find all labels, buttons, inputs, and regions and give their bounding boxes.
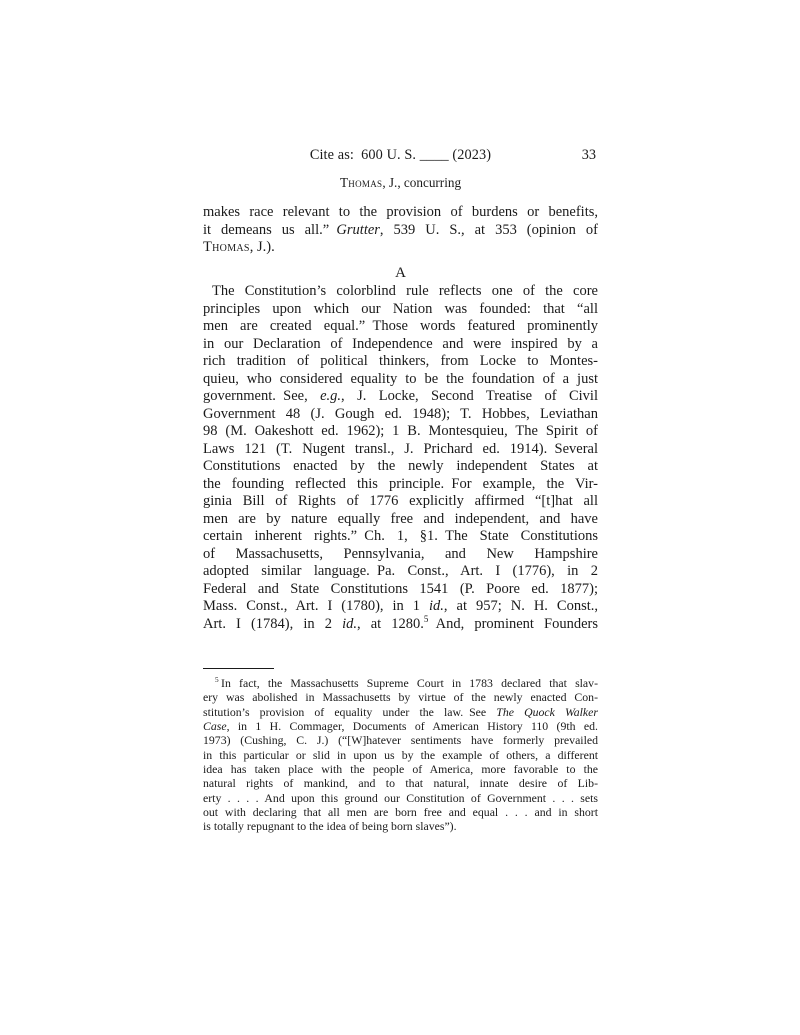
text-line: Constitutions enacted by the newly independent States at	[203, 458, 598, 474]
text-line: Federal and State Constitutions 1541 (P. Poore ed. 1877);	[203, 580, 598, 597]
text-line: ery was abolished in Massachusetts by virtue of the newly enacted Con-	[203, 690, 598, 705]
text-line: Art. I (1784), in 2 id., at 1280.$^5$ And, prominent Founders	[203, 613, 598, 632]
text-line: out with declaring that all men are born free and equal . . . and in short	[203, 805, 598, 820]
text-line: in this particular or slid in upon us by the example of others, a different	[203, 747, 598, 762]
text-line: stitution’s provision of equality under the law. See The Quock Walker	[203, 704, 598, 719]
text-line: rich tradition of political thinkers, from Locke to Montes-	[203, 353, 598, 369]
text-line: adopted similar language. Pa. Const., Art. I (1776), in 2	[203, 563, 598, 579]
text-line: Case, in 1 H. Commager, Documents of American History 110 (9th ed.	[203, 719, 598, 734]
text-line: 1973) (Cushing, C. J.) (“[W]hatever sentiments have formerly prevailed	[203, 733, 598, 748]
text-line: erty . . . . And upon this ground our Constitution of Government . . . sets	[203, 790, 598, 805]
footnote-5	[203, 676, 598, 834]
section-heading: A	[395, 265, 406, 281]
text-line: 98 (M. Oakeshott ed. 1962); 1 B. Montesquieu, The Spirit of	[203, 423, 598, 439]
paragraph-main	[203, 283, 598, 633]
page-number: 33	[581, 147, 596, 163]
text-line: idea has taken place with the people of America, more favorable to the	[203, 762, 598, 777]
text-line: principles upon which our Nation was founded: that “all	[203, 300, 598, 317]
text-line: natural rights of mankind, and to that natural, innate desire of Lib-	[203, 776, 598, 791]
cite-line: Cite as: 600 U. S. ____ (2023)	[309, 147, 492, 163]
footnote-separator-rule	[203, 668, 274, 669]
text-line: quieu, who considered equality to be the foundation of a just	[203, 370, 598, 387]
text-line: Mass. Const., Art. I (1780), in 1 id., at 957; N. H. Const.,	[203, 598, 598, 614]
text-line: men are created equal.” Those words featured prominently	[203, 318, 598, 334]
text-line: the founding reflected this principle. For example, the Vir-	[203, 475, 598, 492]
page-header	[203, 146, 598, 165]
running-head: Thomas, J., concurring	[339, 175, 462, 190]
text-line: men are by nature equally free and independent, and have	[203, 510, 598, 527]
paragraph-continuation	[203, 204, 598, 257]
text-line: The Constitution’s colorblind rule reflects one of the core	[212, 283, 598, 299]
text-line: $^5$ In fact, the Massachusetts Supreme Court in 1783 declared that slav-	[215, 675, 598, 690]
text-line: Thomas, J.).	[203, 239, 275, 255]
text-line: Government 48 (J. Gough ed. 1948); T. Hobbes, Leviathan	[203, 405, 598, 422]
text-line: Laws 121 (T. Nugent transl., J. Prichard ed. 1914). Several	[203, 440, 598, 457]
text-line: in our Declaration of Independence and were inspired by a	[203, 335, 598, 352]
text-line: is totally repugnant to the idea of being born slaves”).	[203, 819, 457, 834]
text-line: makes race relevant to the provision of burdens or benefits,	[203, 204, 598, 220]
text-line: certain inherent rights.” Ch. 1, §1. The State Constitutions	[203, 528, 598, 544]
text-line: of Massachusetts, Pennsylvania, and New Hampshire	[203, 545, 598, 562]
text-line: government. See, e.g., J. Locke, Second Treatise of Civil	[203, 388, 598, 404]
text-line: ginia Bill of Rights of 1776 explicitly affirmed “[t]hat all	[203, 493, 598, 509]
text-line: it demeans us all.” Grutter, 539 U. S., at 353 (opinion of	[203, 221, 598, 238]
